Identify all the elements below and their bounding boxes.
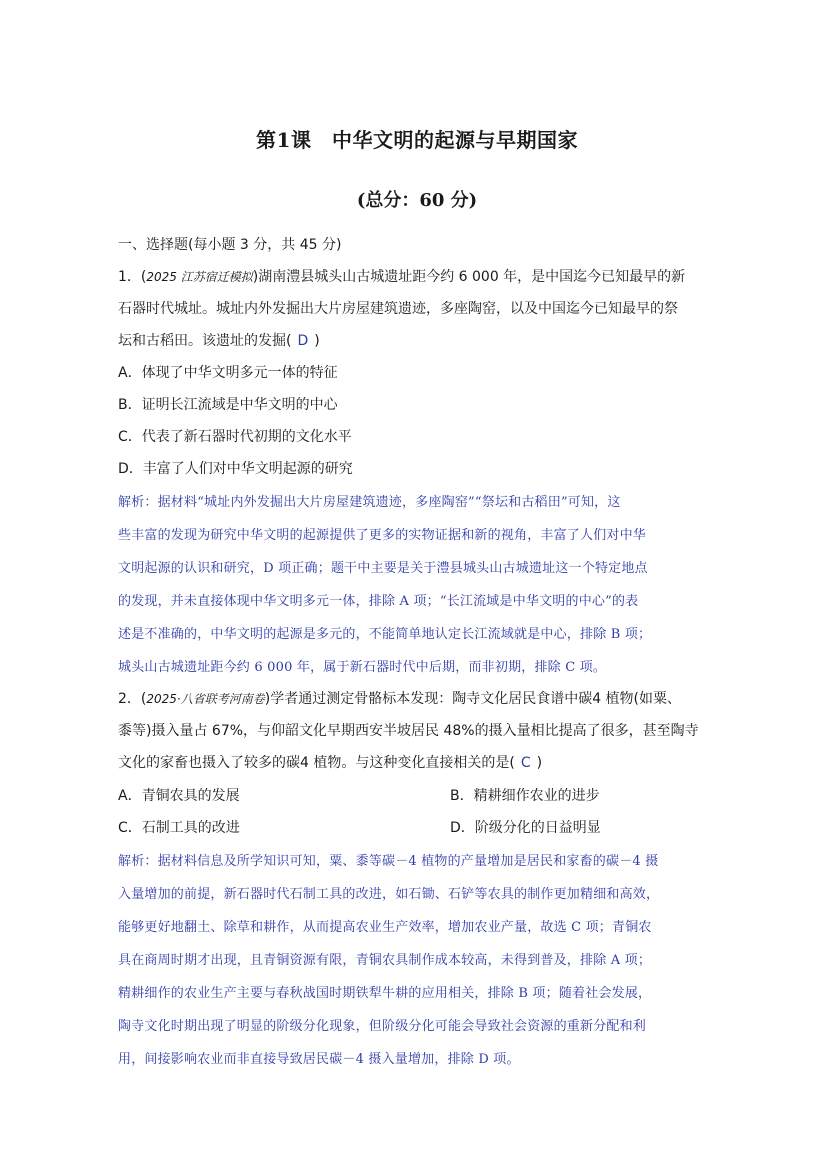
q1-stem-line-1: 1．(2025 江苏宿迁模拟)湖南澧县城头山古城遗址距今约 6 000 年，是中国迄今已知最早的新 <box>118 269 686 285</box>
lesson-title: 第1课 中华文明的起源与早期国家 <box>256 128 578 152</box>
q1-source: 2025 江苏宿迁模拟 <box>146 270 253 284</box>
q1-analysis-line: 城头山古城遗址距今约 6 000 年，属于新石器时代中后期，而非初期，排除 C 项。 <box>118 660 607 675</box>
q2-stem-line-2: 黍等)摄入量占 67%，与仰韶文化早期西安半坡居民 48%的摄入量相比提高了很多，甚至陶寺 <box>118 723 699 739</box>
q1-stem-line-2: 石器时代城址。城址内外发掘出大片房屋建筑遗迹，多座陶窑，以及中国迄今已知最早的祭 <box>118 301 678 317</box>
q2-option-b: B．精耕细作农业的进步 <box>450 788 600 804</box>
q1-answer: D <box>297 333 309 349</box>
q1-option-a: A．体现了中华文明多元一体的特征 <box>118 365 338 381</box>
q2-option-c: C．石制工具的改进 <box>118 820 240 836</box>
q2-analysis-line: 能够更好地翻土、除草和耕作，从而提高农业生产效率，增加农业产量，故选 C 项；青铜农 <box>118 920 652 935</box>
q1-analysis-line: 些丰富的发现为研究中华文明的起源提供了更多的实物证据和新的视角，丰富了人们对中华 <box>118 528 647 543</box>
q1-analysis-line: 述是不准确的，中华文明的起源是多元的，不能简单地认定长江流域就是中心，排除 B 项； <box>118 627 652 642</box>
q1-analysis-line: 文明起源的认识和研究，D 项正确；题干中主要是关于澧县城头山古城遗址这一个特定地点 <box>118 561 648 576</box>
q2-stem-line-1: 2．(2025·八省联考河南卷)学者通过测定骨骼标本发现：陶寺文化居民食谱中碳4 植物(如粟、 <box>118 691 682 707</box>
q2-source: 2025·八省联考河南卷 <box>146 692 265 706</box>
q2-analysis-line: 解析：据材料信息及所学知识可知，粟、黍等碳－4 植物的产量增加是居民和家畜的碳－4 摄 <box>118 854 659 869</box>
q2-analysis-line: 入量增加的前提，新石器时代石制工具的改进，如石锄、石铲等农具的制作更加精细和高效， <box>118 887 660 902</box>
q2-stem-line-3: 文化的家畜也摄入了较多的碳4 植物。与这种变化直接相关的是( C ) <box>118 755 543 771</box>
q2-option-a: A．青铜农具的发展 <box>118 788 240 804</box>
q2-option-d: D．阶级分化的日益明显 <box>450 820 601 836</box>
q1-analysis-line: 解析：据材料“城址内外发掘出大片房屋建筑遗迹，多座陶窑”“祭坛和古稻田”可知，这 <box>118 495 621 510</box>
q2-answer: C <box>520 755 531 771</box>
q1-stem-line-3: 坛和古稻田。该遗址的发掘( D ) <box>118 333 320 349</box>
q1-option-c: C．代表了新石器时代初期的文化水平 <box>118 429 352 445</box>
q2-analysis-line: 用，间接影响农业而非直接导致居民碳－4 摄入量增加，排除 D 项。 <box>118 1052 520 1067</box>
q2-analysis-line: 陶寺文化时期出现了明显的阶级分化现象，但阶级分化可能会导致社会资源的重新分配和利 <box>118 1019 647 1034</box>
section-heading: 一、选择题(每小题 3 分，共 45 分) <box>118 237 342 253</box>
q1-analysis-line: 的发现，并未直接体现中华文明多元一体，排除 A 项；“长江流域是中华文明的中心”的表 <box>118 594 639 609</box>
q2-analysis-line: 精耕细作的农业生产主要与春秋战国时期铁犁牛耕的应用相关，排除 B 项；随着社会发展， <box>118 986 652 1001</box>
q2-analysis-line: 具在商周时期才出现，且青铜资源有限，青铜农具制作成本较高，未得到普及，排除 A 项； <box>118 953 652 968</box>
q1-option-d: D．丰富了人们对中华文明起源的研究 <box>118 461 353 477</box>
q1-option-b: B．证明长江流域是中华文明的中心 <box>118 397 338 413</box>
total-score: (总分：60 分) <box>356 190 478 211</box>
